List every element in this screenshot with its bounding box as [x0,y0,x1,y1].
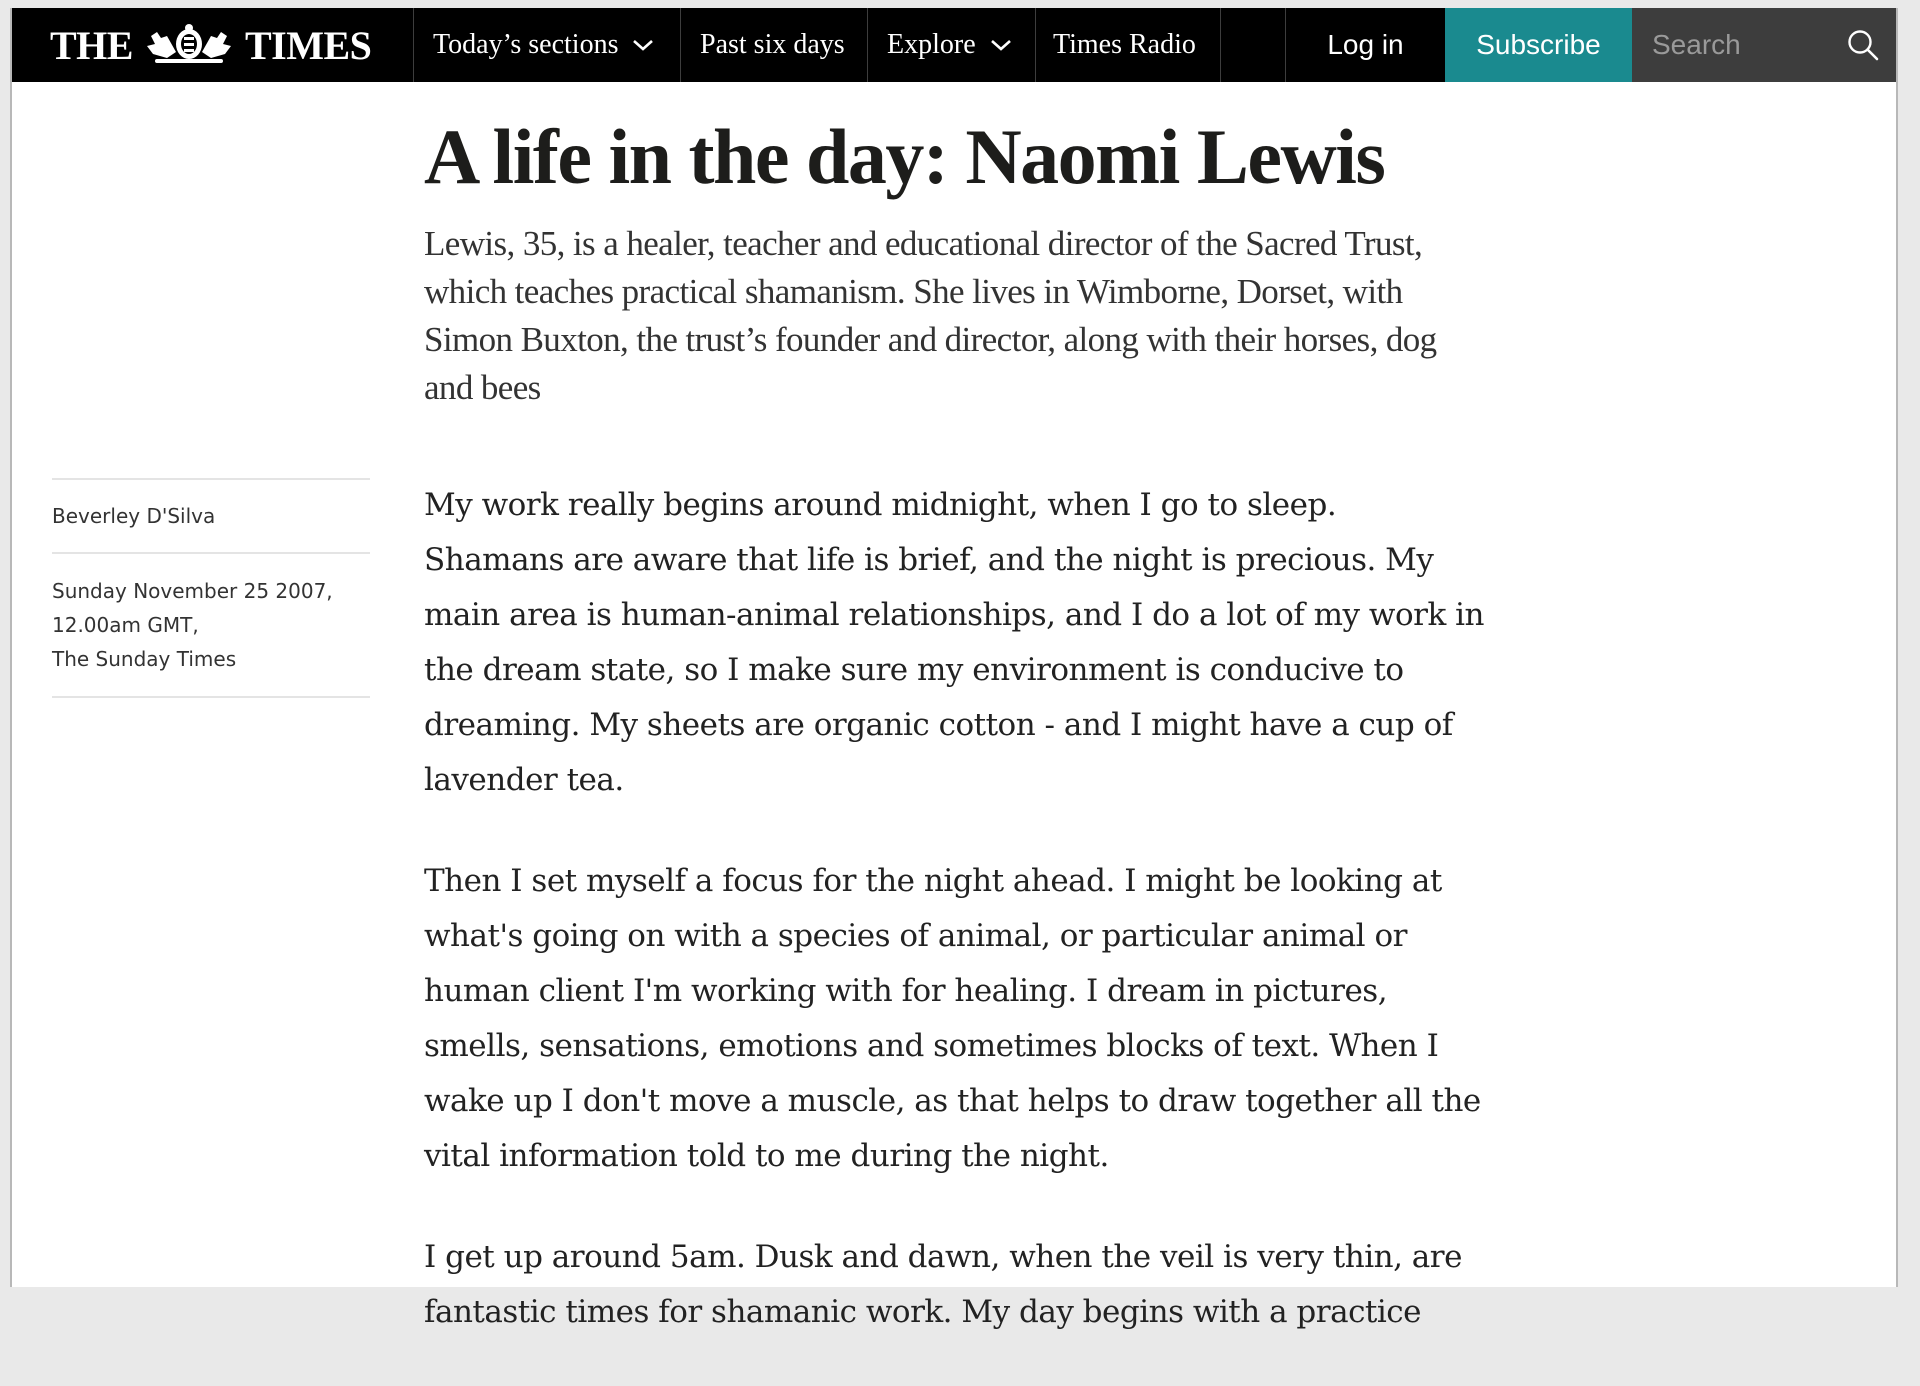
top-navigation [12,8,1896,82]
chevron-down-icon [990,38,1012,52]
publish-info [52,554,370,696]
publish-time: 12.00am GMT, [52,613,199,637]
article-standfirst: Lewis, 35, is a healer, teacher and educational director of the Sacred Trust, which teaches practical shamanism. She lives in Wimborne, Dorset, with Simon Buxton, the trust’s founder and director, along with their horses, dog and bees [424,224,1437,407]
nav-times-radio-label: Times Radio [1053,29,1196,60]
nav-explore[interactable] [867,8,1035,82]
article-meta [52,478,370,698]
nav-past-six-days[interactable] [680,8,867,82]
nav-past-six-days-label: Past six days [700,29,845,60]
the-times-logo[interactable] [50,8,371,82]
article-paragraph: Then I set myself a focus for the night ahead. I might be looking at what's going on with a species of animal, or particular animal or human client I'm working with for healing. I dream in pictures, smells, sensations, emotions and sometimes blocks of text. When I wake up I don't move a muscle, as that helps to draw together all the vital information told to me during the night. [424,863,1481,1174]
publish-date: Sunday November 25 2007, [52,579,333,603]
nav-times-radio[interactable] [1035,8,1220,82]
subscribe-button[interactable]: Subscribe [1445,8,1632,82]
article-paragraph: I get up around 5am. Dusk and dawn, when the veil is very thin, are fantastic times for shamanic work. My day begins with a practice [424,1239,1462,1330]
author-name[interactable]: Beverley D'Silva [52,504,216,528]
nav-todays-sections-label: Today’s sections [433,29,619,60]
article-body [424,478,1484,1386]
search-input[interactable] [1650,24,1834,66]
logo-word-times: TIMES [244,22,372,68]
search-icon[interactable] [1846,28,1880,62]
browser-page [10,8,1898,1330]
logo-word-the: THE [50,22,133,68]
article-paragraph: My work really begins around midnight, when I go to sleep. Shamans are aware that life is brief, and the night is precious. My main area is human-animal relationships, and I do a lot of my work in the dream state, so I make sure my environment is conducive to dreaming. My sheets are organic cotton - and I might have a cup of lavender tea. [424,487,1484,798]
nav-explore-label: Explore [887,29,976,60]
article-headline: A life in the day: Naomi Lewis [424,113,1385,200]
login-button[interactable]: Log in [1285,8,1445,82]
nav-todays-sections[interactable] [413,8,680,82]
meta-divider [52,696,370,698]
nav-divider [1220,8,1285,82]
publication-name: The Sunday Times [52,647,237,671]
chevron-down-icon [632,38,654,52]
search-box [1632,8,1896,82]
royal-crest-icon [137,24,241,66]
